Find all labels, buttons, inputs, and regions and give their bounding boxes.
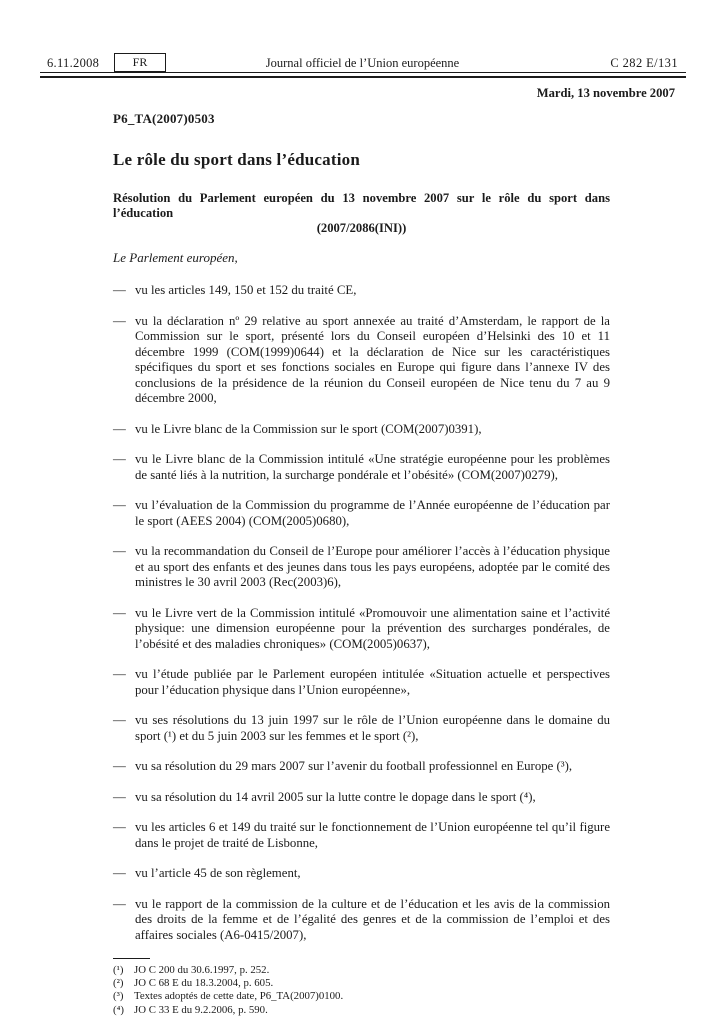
citation-item — [113, 606, 610, 653]
dash-marker: — — [113, 667, 126, 681]
citation-text: vu l’étude publiée par le Parlement européen intitulée «Situation actuelle et perspectives pour l’éducation physique dans l’Union européenne», — [135, 667, 610, 697]
citation-item — [113, 866, 610, 882]
footnote-marker: (²) — [113, 977, 124, 990]
dash-marker: — — [113, 820, 126, 834]
citation-text: vu la déclaration nº 29 relative au sport annexée au traité d’Amsterdam, le rapport de la Commission sur le sport, présenté lors du Conseil européen d’Helsinki des 10 et 11 décembre 1999 (COM(1999)0644) et la déclaration de Nice sur les caractéristiques spécifiques du sport et ses fonctions sociales en Europe qui figure dans l’annexe IV des conclusions de la présidence de la réunion du Conseil européen de Nice tenu du 7 au 9 décembre 2000, — [135, 313, 610, 405]
footnotes-section — [113, 958, 610, 1017]
citation-text: vu ses résolutions du 13 juin 1997 sur le rôle de l’Union européenne dans le domaine du sport (¹) et du 5 juin 2003 sur les femmes et le sport (²), — [135, 713, 610, 743]
dash-marker: — — [113, 544, 126, 558]
dash-marker: — — [113, 313, 126, 328]
citation-text: vu les articles 6 et 149 du traité sur le fonctionnement de l’Union européenne tel qu’il figure dans le projet de traité de Lisbonne, — [135, 820, 610, 850]
citation-item — [113, 452, 610, 483]
dash-marker: — — [113, 759, 126, 773]
citation-item — [113, 667, 610, 698]
citation-text: vu la recommandation du Conseil de l’Europe pour améliorer l’accès à l’éducation physique et au sport des enfants et des jeunes dans tous les pays européens, adoptée par le comité des ministres le 30 avril 2003 (Rec(2003)6), — [135, 544, 610, 589]
citation-item — [113, 314, 610, 407]
footnote-item — [113, 964, 610, 977]
citations-list — [113, 283, 610, 943]
footnote-item — [113, 1004, 610, 1017]
procedure-reference: P6_TA(2007)0503 — [113, 111, 215, 126]
citation-text: vu le rapport de la commission de la culture et de l’éducation et les avis de la commission des droits de la femme et de l’égalité des genres et de la commission de l’emploi et des affaires sociales (A6-0415/2007), — [135, 896, 610, 942]
citation-text: vu le Livre blanc de la Commission intitulé «Une stratégie européenne pour les problèmes de santé liés à la nutrition, la surcharge pondérale et l’obésité» (COM(2007)0279), — [135, 452, 610, 482]
document-body — [113, 111, 610, 1017]
citation-text: vu sa résolution du 29 mars 2007 sur l’avenir du football professionnel en Europe (³), — [135, 759, 573, 773]
footnote-item — [113, 977, 610, 990]
dash-marker: — — [113, 896, 126, 911]
footnote-text: JO C 200 du 30.6.1997, p. 252. — [134, 964, 270, 976]
header-rules — [40, 72, 686, 78]
citation-text: vu l’article 45 de son règlement, — [135, 866, 301, 880]
citation-text: vu le Livre vert de la Commission intitulé «Promouvoir une alimentation saine et l’activité physique: une dimension européenne pour la prévention des surcharges pondérales, de l’obésité et des maladies chroniques» (COM(2005)0637), — [135, 605, 610, 651]
intro-line: Le Parlement européen, — [113, 250, 238, 265]
dash-marker: — — [113, 789, 126, 804]
footnote-marker: (³) — [113, 990, 124, 1003]
header-page-reference: C 282 E/131 — [610, 56, 678, 70]
header-journal-title: Journal officiel de l’Union européenne — [265, 56, 460, 70]
dash-marker: — — [113, 498, 126, 512]
header-date: 6.11.2008 — [47, 56, 100, 70]
citation-text: vu sa résolution du 14 avril 2005 sur la lutte contre le dopage dans le sport (⁴), — [135, 789, 536, 804]
citation-item — [113, 422, 610, 438]
footnote-separator — [113, 958, 150, 959]
citation-text: vu les articles 149, 150 et 152 du traité CE, — [135, 283, 357, 297]
header-language-badge: FR — [114, 53, 166, 72]
dash-marker: — — [113, 713, 126, 727]
footnote-text: JO C 68 E du 18.3.2004, p. 605. — [134, 977, 274, 990]
footnote-marker: (⁴) — [113, 1003, 124, 1016]
dash-marker: — — [113, 866, 126, 880]
footnote-text: JO C 33 E du 9.2.2006, p. 590. — [134, 1003, 268, 1016]
footnote-item — [113, 990, 610, 1003]
citation-text: vu le Livre blanc de la Commission sur le sport (COM(2007)0391), — [135, 421, 482, 436]
dash-marker: — — [113, 421, 126, 436]
resolution-subtitle — [113, 191, 610, 236]
session-date: Mardi, 13 novembre 2007 — [536, 86, 675, 100]
dash-marker: — — [113, 283, 126, 297]
citation-text: vu l’évaluation de la Commission du programme de l’Année européenne de l’éducation par le sport (AEES 2004) (COM(2005)0680), — [135, 498, 610, 528]
header-rule-thick — [40, 76, 686, 78]
citation-item — [113, 897, 610, 944]
dash-marker: — — [113, 605, 126, 620]
footnotes-list — [113, 964, 610, 1017]
resolution-subtitle-line2: (2007/2086(INI)) — [316, 221, 407, 235]
dash-marker: — — [113, 452, 126, 466]
document-title: Le rôle du sport dans l’éducation — [113, 150, 360, 169]
citation-item — [113, 759, 610, 775]
footnote-marker: (¹) — [113, 964, 124, 976]
resolution-subtitle-line1: Résolution du Parlement européen du 13 novembre 2007 sur le rôle du sport dans l’éducation — [113, 191, 610, 220]
citation-item — [113, 283, 610, 299]
citation-item — [113, 498, 610, 529]
citation-item — [113, 544, 610, 591]
citation-item — [113, 713, 610, 744]
footnote-text: Textes adoptés de cette date, P6_TA(2007)0100. — [134, 990, 344, 1003]
citation-item — [113, 790, 610, 806]
citation-item — [113, 820, 610, 851]
